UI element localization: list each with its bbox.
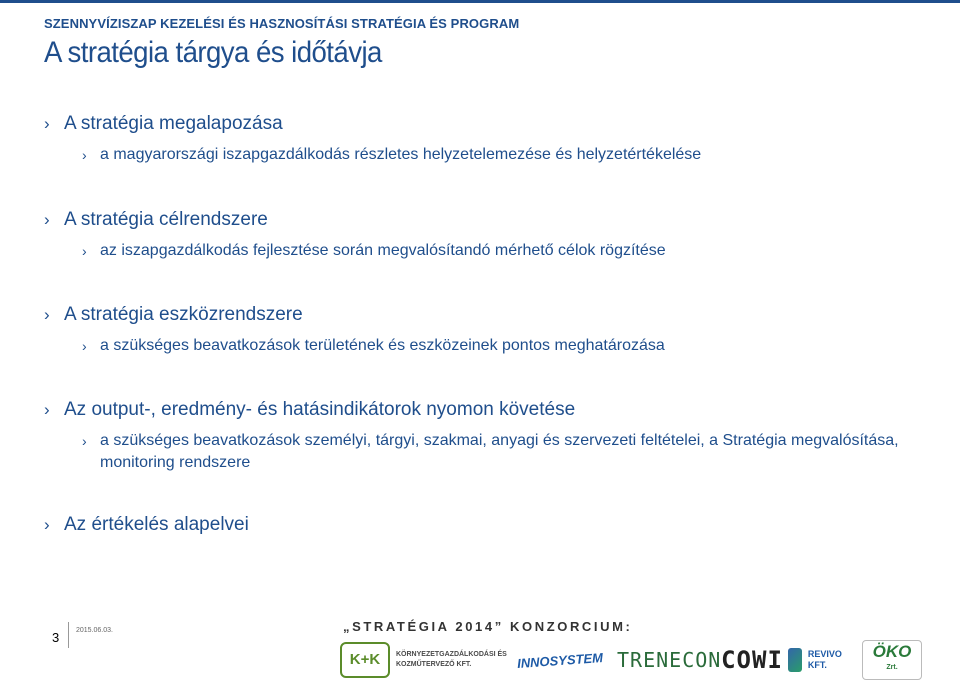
trenecon-logo xyxy=(612,644,722,676)
section-heading-row xyxy=(44,398,920,422)
oko-logo xyxy=(862,640,922,680)
section-eszkozrendszer xyxy=(44,303,665,357)
footer-date: 2015.06.03. xyxy=(76,627,113,634)
chevron-right-icon: › xyxy=(44,305,50,324)
section-heading-row xyxy=(44,303,665,327)
partner-logos xyxy=(340,638,960,681)
innosystem-logo: INNOSYSTEM xyxy=(516,649,604,670)
sub-item-row xyxy=(82,430,920,474)
revivo-mark-icon xyxy=(788,648,802,672)
chevron-right-icon: › xyxy=(82,147,87,163)
trenecon-logo-text: TRENECON xyxy=(617,647,722,672)
cowi-logo: COWI xyxy=(721,645,783,674)
section-heading: A stratégia eszközrendszere xyxy=(64,304,303,325)
section-alapelvek xyxy=(44,513,249,537)
section-celrendszer xyxy=(44,208,666,262)
revivo-logo xyxy=(788,640,856,680)
chevron-right-icon: › xyxy=(44,114,50,133)
oko-logo-text: ÖKO xyxy=(872,641,912,661)
section-heading-row xyxy=(44,513,249,537)
program-label: SZENNYVÍZISZAP KEZELÉSI ÉS HASZNOSÍTÁSI STRATÉGIA ÉS PROGRAM xyxy=(44,16,520,31)
kk-logo-mark: K+K xyxy=(340,642,390,678)
section-megalapozas xyxy=(44,112,701,166)
section-heading-row xyxy=(44,112,701,136)
section-heading: A stratégia célrendszere xyxy=(64,209,268,230)
section-heading: A stratégia megalapozása xyxy=(64,113,283,134)
sub-item-row xyxy=(82,335,665,357)
chevron-right-icon: › xyxy=(44,400,50,419)
consortium-label: „STRATÉGIA 2014” KONZORCIUM: xyxy=(343,619,633,634)
top-border-line xyxy=(0,0,960,3)
section-heading: Az output-, eredmény- és hatásindikátorok nyomon követése xyxy=(64,399,576,420)
sub-item-text: a magyarországi iszapgazdálkodás részletes helyzetelemezése és helyzetértékelése xyxy=(100,146,702,163)
chevron-right-icon: › xyxy=(82,243,87,259)
section-indikatorok xyxy=(44,398,920,474)
footer-divider xyxy=(68,622,69,648)
sub-item-row xyxy=(82,240,666,262)
sub-item-text: a szükséges beavatkozások személyi, tárgyi, szakmai, anyagi és szervezeti feltételei, a Stratégia megvalósítása, monitoring rendszere xyxy=(100,432,899,471)
chevron-right-icon: › xyxy=(44,210,50,229)
page-title: A stratégia tárgya és időtávja xyxy=(44,36,382,69)
slide-number: 3 xyxy=(52,630,60,645)
sub-item-row xyxy=(82,144,701,166)
sub-item-text: az iszapgazdálkodás fejlesztése során megvalósítandó mérhető célok rögzítése xyxy=(100,242,666,259)
oko-logo-subtext: Zrt. xyxy=(886,663,898,671)
chevron-right-icon: › xyxy=(44,515,50,534)
kk-logo-text: KÖRNYEZETGAZDÁLKODÁSI ÉS KOZMŰTERVEZŐ KFT. xyxy=(396,650,507,668)
revivo-logo-text: REVIVO KFT. xyxy=(807,648,842,670)
chevron-right-icon: › xyxy=(82,338,87,354)
chevron-right-icon: › xyxy=(82,433,87,449)
kk-logo xyxy=(340,640,390,680)
sub-item-text: a szükséges beavatkozások területének és eszközeinek pontos meghatározása xyxy=(100,337,665,354)
section-heading-row xyxy=(44,208,666,232)
section-heading: Az értékelés alapelvei xyxy=(64,514,249,535)
